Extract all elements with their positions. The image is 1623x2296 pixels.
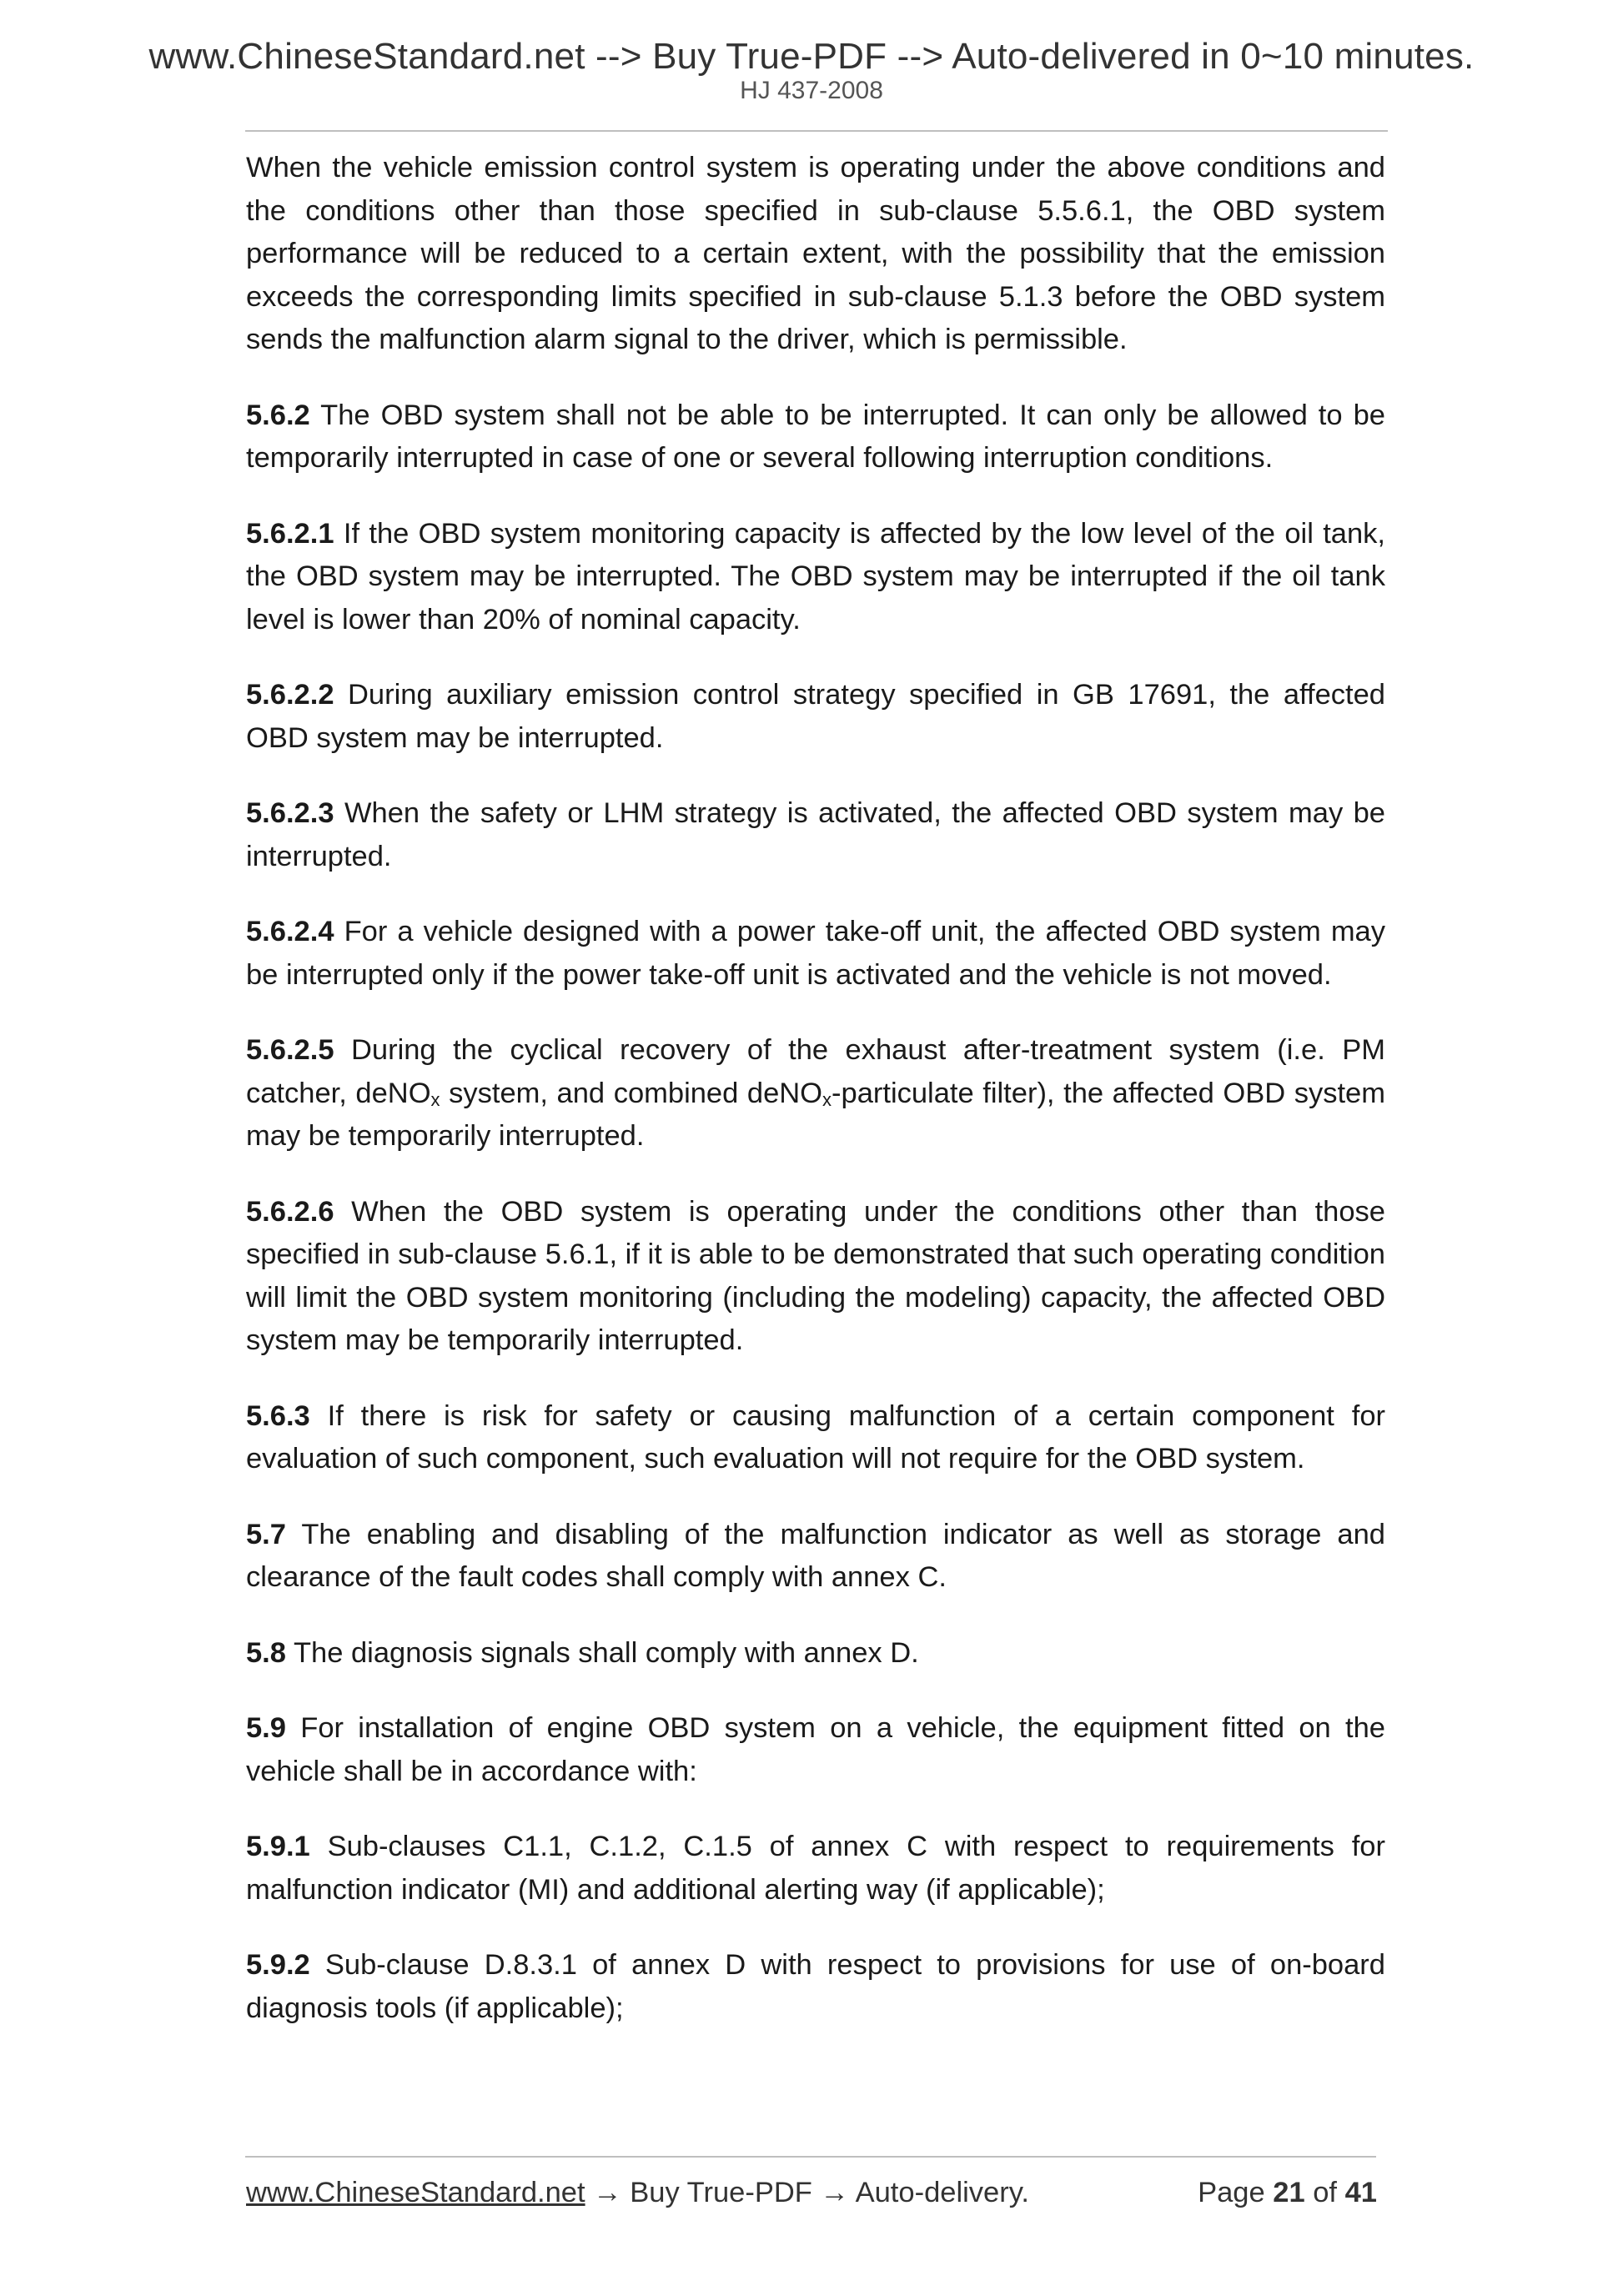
clause-text: When the safety or LHM strategy is activated, the affected OBD system may be interrupted. [246, 797, 1385, 872]
clause-number: 5.7 [246, 1518, 286, 1550]
clause-number: 5.6.2.2 [246, 679, 334, 711]
clause-5-8 [246, 1632, 1385, 1676]
clause-number: 5.9.2 [246, 1949, 310, 1981]
clause-5-6-2-4 [246, 911, 1385, 997]
clause-text: If the OBD system monitoring capacity is affected by the low level of the oil tank, the OBD system may be interrupted. The OBD system may be interrupted if the oil tank level is lower than 20% of nominal capacity. [246, 517, 1385, 636]
clause-text: During auxiliary emission control strategy specified in GB 17691, the affected OBD system may be interrupted. [246, 679, 1385, 754]
clause-5-6-2-1 [246, 513, 1385, 642]
clause-text: When the OBD system is operating under the conditions other than those specified in sub-clause 5.6.1, if it is able to be demonstrated that such operating condition will limit the OBD system monitoring (including the modeling) capacity, the affected OBD system may be temporarily interrupted. [246, 1195, 1385, 1356]
page-current: 21 [1273, 2177, 1305, 2208]
clause-5-9-1 [246, 1826, 1385, 1912]
site-banner: www.ChineseStandard.net --> Buy True-PDF --> Auto-delivered in 0~10 minutes. [148, 36, 1475, 77]
clause-text-part-a: During the cyclical recovery of the exhaust after-treatment system (i.e. PM catcher, deNO [246, 1034, 1385, 1109]
clause-text-part-b: system, and combined deNO [440, 1077, 823, 1109]
clause-5-6-2-3 [246, 792, 1385, 878]
clause-number: 5.6.2.5 [246, 1034, 334, 1066]
clause-5-7 [246, 1514, 1385, 1600]
subscript-x: x [822, 1088, 832, 1110]
clause-5-9-2 [246, 1944, 1385, 2030]
page-indicator [1198, 2174, 1377, 2211]
of-label: of [1313, 2177, 1338, 2208]
subscript-x: x [430, 1088, 440, 1110]
clause-number: 5.6.2.3 [246, 797, 334, 829]
clause-text: For a vehicle designed with a power take-off unit, the affected OBD system may be interrupted only if the power take-off unit is activated and the vehicle is not moved. [246, 916, 1385, 991]
clause-text: The enabling and disabling of the malfunction indicator as well as storage and clearance of the fault codes shall comply with annex C. [246, 1518, 1385, 1593]
clause-number: 5.8 [246, 1636, 286, 1669]
clause-text: The diagnosis signals shall comply with annex D. [293, 1636, 919, 1669]
page-label: Page [1198, 2177, 1265, 2208]
arrow-icon: → [820, 2177, 849, 2208]
header-divider [245, 130, 1388, 132]
document-id: HJ 437-2008 [740, 77, 883, 104]
clause-5-6-2-5 [246, 1029, 1385, 1158]
clause-text: Sub-clause D.8.3.1 of annex D with respect to provisions for use of on-board diagnosis tools (if applicable); [246, 1949, 1385, 2024]
page-total: 41 [1344, 2177, 1377, 2208]
clause-5-6-2 [246, 394, 1385, 480]
clause-number: 5.6.2 [246, 399, 310, 431]
clause-text-part-c: -particulate filter), the affected OBD system may be temporarily interrupted. [246, 1077, 1385, 1152]
clause-number: 5.9 [246, 1712, 286, 1744]
delivery-text: Auto-delivery. [855, 2177, 1029, 2208]
clause-5-6-2-2 [246, 674, 1385, 760]
clause-text: If there is risk for safety or causing malfunction of a certain component for evaluation of such component, such evaluation will not require for the OBD system. [246, 1399, 1385, 1475]
site-link[interactable]: www.ChineseStandard.net [246, 2177, 585, 2208]
clause-number: 5.6.3 [246, 1399, 310, 1432]
clause-number: 5.6.2.4 [246, 916, 334, 947]
clause-text: Sub-clauses C1.1, C.1.2, C.1.5 of annex C with respect to requirements for malfunction indicator (MI) and additional alerting way (if applicable); [246, 1831, 1385, 1906]
clause-number: 5.9.1 [246, 1831, 310, 1862]
clause-5-6-2-6 [246, 1191, 1385, 1363]
clause-text: The OBD system shall not be able to be interrupted. It can only be allowed to be temporarily interrupted in case of one or several following interruption conditions. [246, 399, 1385, 474]
paragraph-text: When the vehicle emission control system is operating under the above conditions and the conditions other than those specified in sub-clause 5.5.6.1, the OBD system performance will be reduced to a certain extent, with the possibility that the emission exceeds the corresponding limits specified in sub-clause 5.1.3 before the OBD system sends the malfunction alarm signal to the driver, which is permissible. [246, 152, 1385, 355]
clause-text: For installation of engine OBD system on a vehicle, the equipment fitted on the vehicle shall be in accordance with: [246, 1712, 1385, 1787]
footer-links [246, 2174, 1029, 2211]
clause-number: 5.6.2.6 [246, 1195, 334, 1228]
document-body [246, 147, 1385, 2062]
paragraph-intro [246, 147, 1385, 362]
clause-5-6-3 [246, 1395, 1385, 1481]
clause-number: 5.6.2.1 [246, 517, 334, 550]
buy-text: Buy True-PDF [630, 2177, 812, 2208]
clause-5-9 [246, 1707, 1385, 1793]
arrow-icon: → [593, 2177, 622, 2208]
footer-divider [245, 2156, 1376, 2158]
